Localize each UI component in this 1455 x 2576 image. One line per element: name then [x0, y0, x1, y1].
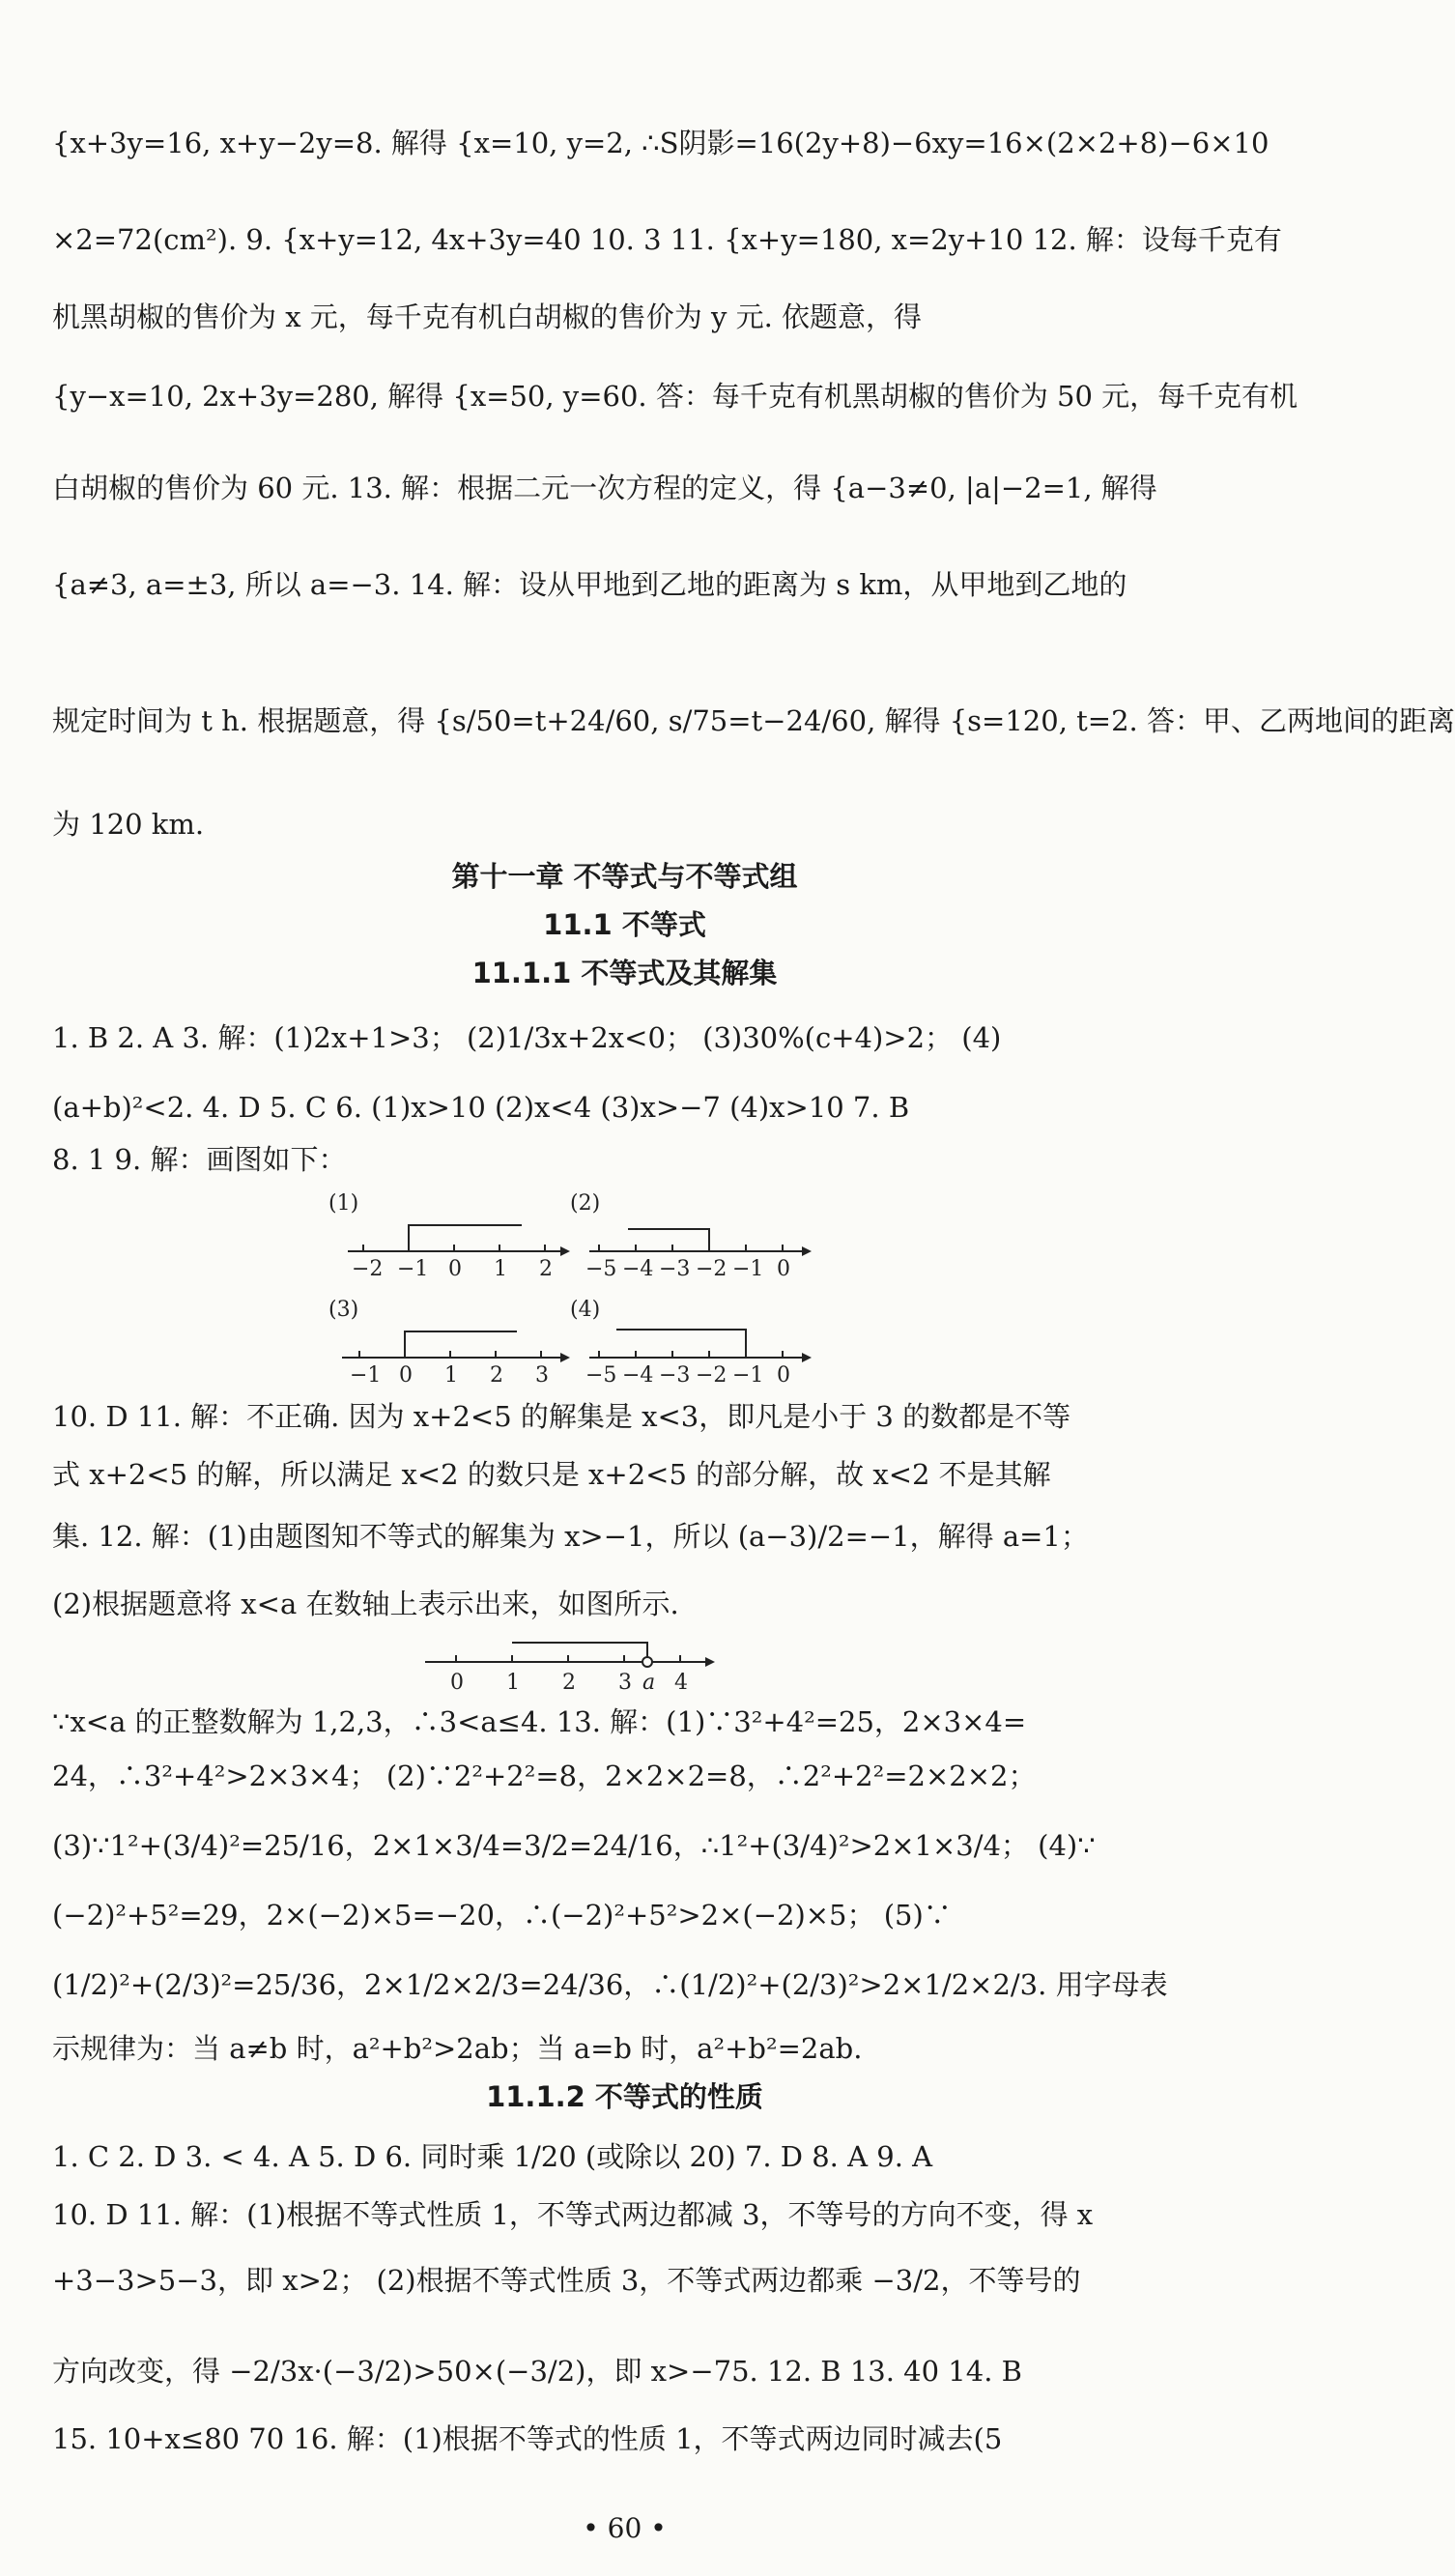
svg-text:0: 0: [448, 1257, 462, 1281]
text-line: {y−x=10, 2x+3y=280, 解得 {x=50, y=60. 答：每千克有机黑胡椒的售价为 50 元，每千克有机: [52, 380, 1298, 413]
svg-text:−3: −3: [659, 1363, 691, 1388]
number-line-2: [570, 1188, 821, 1279]
text-line: {a≠3, a=±3, 所以 a=−3. 14. 解：设从甲地到乙地的距离为 s km，从甲地到乙地的: [52, 568, 1127, 601]
section-heading: 11.1 不等式: [543, 908, 706, 941]
svg-text:2: 2: [539, 1257, 553, 1281]
svg-text:−5: −5: [585, 1363, 617, 1388]
number-line-1: [328, 1188, 580, 1279]
text-line: 白胡椒的售价为 60 元. 13. 解：根据二元一次方程的定义，得 {a−3≠0, |a|−2=1, 解得: [52, 472, 1157, 504]
text-line: (2)根据题意将 x<a 在数轴上表示出来，如图所示.: [52, 1588, 679, 1620]
svg-text:−1: −1: [732, 1257, 764, 1281]
svg-text:4: 4: [674, 1671, 688, 1695]
text-line: 15. 10+x≤80 70 16. 解：(1)根据不等式的性质 1，不等式两边同时减去(5: [52, 2422, 1003, 2455]
text-line: 规定时间为 t h. 根据题意，得 {s/50=t+24/60, s/75=t−24/60, 解得 {s=120, t=2. 答：甲、乙两地间的距离: [52, 704, 1455, 737]
text-line: ∵x<a 的正整数解为 1,2,3，∴3<a≤4. 13. 解：(1)∵3²+4²=25，2×3×4=: [52, 1705, 1027, 1738]
text-line: 1. C 2. D 3. < 4. A 5. D 6. 同时乘 1/20 (或除以 20) 7. D 8. A 9. A: [52, 2140, 933, 2173]
text-line: 1. B 2. A 3. 解：(1)2x+1>3； (2)1/3x+2x<0； (3)30%(c+4)>2； (4): [52, 1021, 1002, 1054]
text-line: (1/2)²+(2/3)²=25/36，2×1/2×2/3=24/36，∴(1/2)²+(2/3)²>2×1/2×2/3. 用字母表: [52, 1968, 1168, 2001]
svg-text:2: 2: [490, 1363, 503, 1388]
text-line: 方向改变，得 −2/3x·(−3/2)>50×(−3/2)，即 x>−75. 12. B 13. 40 14. B: [52, 2355, 1022, 2388]
svg-text:a: a: [642, 1671, 656, 1695]
text-line: 8. 1 9. 解：画图如下：: [52, 1143, 347, 1176]
number-line-label: (3): [328, 1298, 359, 1322]
svg-text:0: 0: [777, 1257, 790, 1281]
svg-text:−3: −3: [659, 1257, 691, 1281]
svg-text:3: 3: [535, 1363, 549, 1388]
svg-text:−2: −2: [696, 1363, 728, 1388]
subsection-heading: 11.1.1 不等式及其解集: [471, 957, 778, 989]
text-line: (−2)²+5²=29，2×(−2)×5=−20，∴(−2)²+5²>2×(−2)×5； (5)∵: [52, 1899, 952, 1932]
text-line: (3)∵1²+(3/4)²=25/16，2×1×3/4=3/2=24/16，∴1²+(3/4)²>2×1×3/4； (4)∵: [52, 1829, 1096, 1862]
number-line-label: (1): [328, 1191, 359, 1216]
text-line: 示规律为：当 a≠b 时，a²+b²>2ab；当 a=b 时，a²+b²=2ab.: [52, 2032, 863, 2065]
subsection-heading: 11.1.2 不等式的性质: [486, 2080, 763, 2113]
text-line: (a+b)²<2. 4. D 5. C 6. (1)x>10 (2)x<4 (3)x>−7 (4)x>10 7. B: [52, 1091, 910, 1124]
svg-text:−5: −5: [585, 1257, 617, 1281]
svg-text:−1: −1: [397, 1257, 429, 1281]
number-line-3: [328, 1295, 580, 1386]
svg-text:2: 2: [562, 1671, 576, 1695]
page-number: • 60 •: [583, 2512, 667, 2544]
svg-text:0: 0: [777, 1363, 790, 1388]
number-line-5: [415, 1623, 725, 1695]
text-line: {x+3y=16, x+y−2y=8. 解得 {x=10, y=2, ∴S阴影=16(2y+8)−6xy=16×(2×2+8)−6×10: [52, 127, 1270, 159]
svg-text:−2: −2: [696, 1257, 728, 1281]
chapter-heading: 第十一章 不等式与不等式组: [451, 860, 798, 893]
text-line: 机黑胡椒的售价为 x 元，每千克有机白胡椒的售价为 y 元. 依题意，得: [52, 301, 923, 333]
svg-text:0: 0: [450, 1671, 464, 1695]
number-line-label: (4): [570, 1298, 601, 1322]
svg-text:3: 3: [618, 1671, 632, 1695]
text-line: 24，∴3²+4²>2×3×4； (2)∵2²+2²=8，2×2×2=8，∴2²+2²=2×2×2；: [52, 1760, 1037, 1792]
svg-text:1: 1: [494, 1257, 507, 1281]
text-line: 为 120 km.: [52, 808, 205, 841]
svg-text:−1: −1: [732, 1363, 764, 1388]
text-line: 10. D 11. 解：(1)根据不等式性质 1，不等式两边都减 3，不等号的方向不变，得 x: [52, 2198, 1094, 2231]
number-line-4: [570, 1295, 821, 1386]
svg-text:−1: −1: [350, 1363, 382, 1388]
svg-text:0: 0: [399, 1363, 413, 1388]
svg-text:−4: −4: [622, 1363, 654, 1388]
svg-text:−4: −4: [622, 1257, 654, 1281]
text-line: 10. D 11. 解：不正确. 因为 x+2<5 的解集是 x<3，即凡是小于 3 的数都是不等: [52, 1400, 1071, 1433]
svg-text:1: 1: [506, 1671, 520, 1695]
text-line: 式 x+2<5 的解，所以满足 x<2 的数只是 x+2<5 的部分解，故 x<2 不是其解: [52, 1458, 1051, 1491]
number-line-label: (2): [570, 1191, 601, 1216]
svg-text:−2: −2: [352, 1257, 384, 1281]
text-line: 集. 12. 解：(1)由题图知不等式的解集为 x>−1，所以 (a−3)/2=−1，解得 a=1；: [52, 1520, 1089, 1553]
svg-text:1: 1: [444, 1363, 458, 1388]
text-line: ×2=72(cm²). 9. {x+y=12, 4x+3y=40 10. 3 11. {x+y=180, x=2y+10 12. 解：设每千克有: [52, 223, 1282, 256]
text-line: +3−3>5−3，即 x>2； (2)根据不等式性质 3，不等式两边都乘 −3/2，不等号的: [52, 2264, 1081, 2297]
